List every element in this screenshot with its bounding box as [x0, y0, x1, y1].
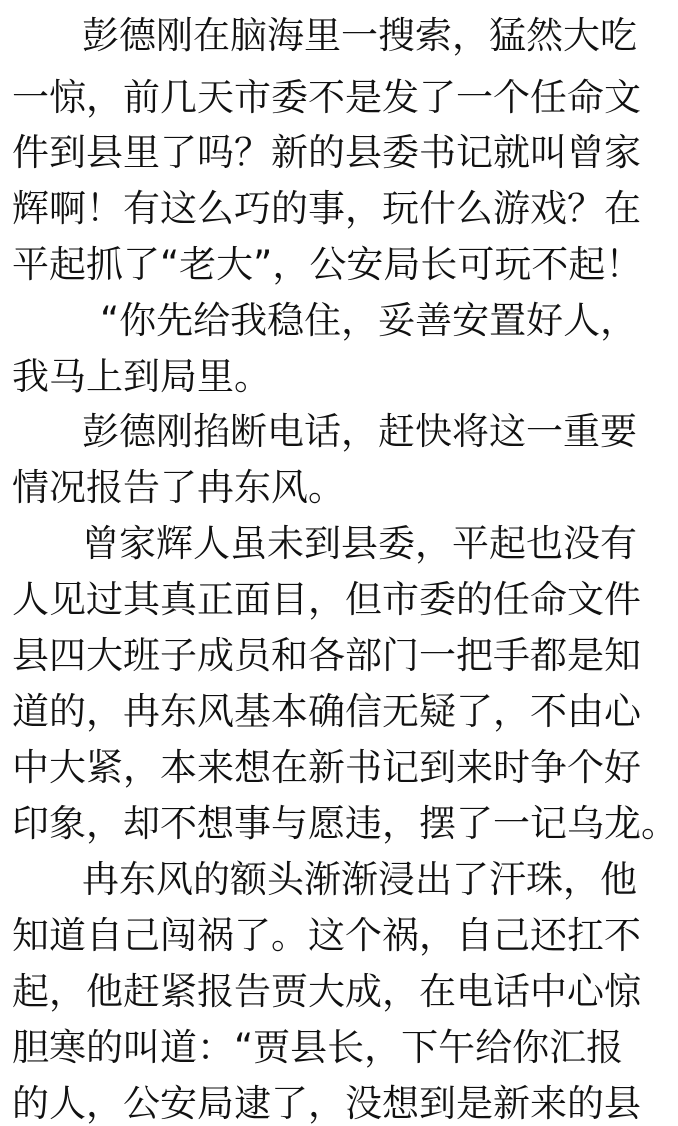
- text-line: 县四大班子成员和各部门一把手都是知: [12, 634, 641, 677]
- text-line: 平起抓了“老大”，公安局长可玩不起！: [12, 243, 643, 286]
- text-line: 冉东风的额头渐渐浸出了汗珠，他: [82, 858, 637, 901]
- text-line: 起，他赶紧报告贾大成，在电话中心惊: [12, 970, 641, 1013]
- text-line: 中大紧，本来想在新书记到来时争个好: [12, 746, 641, 789]
- text-line: 曾家辉人虽未到县委，平起也没有: [82, 522, 637, 565]
- text-line: 辉啊！有这么巧的事，玩什么游戏？在: [12, 187, 641, 230]
- text-line: 胆寒的叫道：“贾县长，下午给你汇报: [12, 1026, 624, 1069]
- text-line: 印象，却不想事与愿违，摆了一记乌龙。: [12, 802, 678, 845]
- text-line: 情况报告了冉东风。: [12, 466, 345, 509]
- text-line: 彭德刚掐断电话，赶快将这一重要: [82, 410, 637, 453]
- text-line: 彭德刚在脑海里一搜索，猛然大吃: [82, 14, 637, 57]
- text-line: 我马上到局里。: [12, 355, 271, 398]
- text-line: 一惊，前几天市委不是发了一个任命文: [12, 76, 641, 119]
- text-line: 的人，公安局逮了，没想到是新来的县: [12, 1082, 641, 1125]
- text-line: “你先给我稳住，妥善安置好人，: [100, 299, 638, 342]
- text-line: 道的，冉东风基本确信无疑了，不由心: [12, 690, 641, 733]
- text-line: 知道自己闯祸了。这个祸，自己还扛不: [12, 914, 641, 957]
- text-line: 人见过其真正面目，但市委的任命文件: [12, 578, 641, 621]
- text-line: 件到县里了吗？新的县委书记就叫曾家: [12, 131, 641, 174]
